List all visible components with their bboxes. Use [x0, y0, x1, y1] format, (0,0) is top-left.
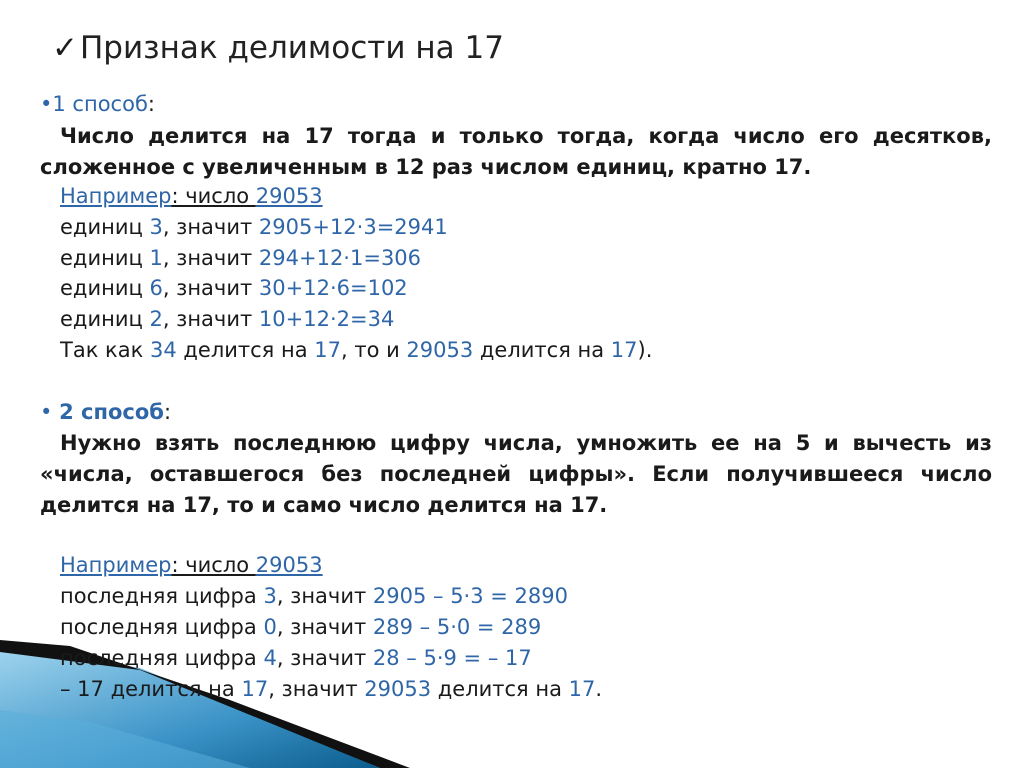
step-prefix: единиц: [60, 307, 150, 331]
conclusion-number: 17: [568, 677, 596, 701]
step-prefix: последняя цифра: [60, 615, 264, 639]
step-mid: , значит: [276, 646, 373, 670]
way1-heading-colon: :: [147, 92, 155, 116]
step-expression: 289 – 5·0 = 289: [372, 615, 542, 639]
way1-step: [60, 212, 448, 242]
way2-step: [60, 612, 541, 642]
step-mid: , значит: [162, 215, 259, 239]
conclusion-text: , значит: [268, 677, 365, 701]
step-digit: 0: [263, 615, 277, 639]
step-mid: , значит: [276, 584, 373, 608]
example-number: 29053: [255, 184, 323, 208]
conclusion-text: ).: [637, 338, 653, 362]
conclusion-text: делится на: [176, 338, 315, 362]
way1-rule: Число делится на 17 тогда и только тогда, когда число его десятков, сложенное с увеличенным в 12 раз числом единиц, кратно 17.: [40, 124, 992, 179]
step-expression: 10+12·2=34: [258, 307, 395, 331]
step-mid: , значит: [162, 246, 259, 270]
step-digit: 1: [149, 246, 163, 270]
example-label: Например: [60, 553, 172, 577]
step-expression: 30+12·6=102: [258, 276, 408, 300]
conclusion-text: делится на: [473, 338, 611, 362]
step-expression: 2905+12·3=2941: [258, 215, 448, 239]
conclusion-text: Так как: [60, 338, 150, 362]
step-prefix: единиц: [60, 246, 150, 270]
slide-title: [52, 30, 504, 66]
conclusion-text: .: [595, 677, 603, 701]
step-mid: , значит: [162, 276, 259, 300]
way1-heading-text: 1 способ: [52, 92, 148, 116]
way1-heading: [40, 89, 155, 119]
conclusion-number: 17: [314, 338, 341, 362]
way2-example: [60, 550, 323, 580]
conclusion-number: 17: [610, 338, 638, 362]
example-number: 29053: [255, 553, 323, 577]
step-digit: 2: [149, 307, 163, 331]
conclusion-number: 17: [241, 677, 269, 701]
step-prefix: последняя цифра: [60, 646, 264, 670]
way2-heading: [40, 397, 171, 427]
title-text: Признак делимости на 17: [79, 30, 504, 66]
conclusion-text: делится на: [431, 677, 569, 701]
way1-step: [60, 273, 408, 303]
step-mid: , значит: [162, 307, 259, 331]
step-prefix: единиц: [60, 276, 150, 300]
conclusion-text: , то и: [340, 338, 407, 362]
way2-rule: Нужно взять последнюю цифру числа, умножить ее на 5 и вычесть из «числа, оставшегося без последней цифры». Если получившееся число делится на 17, то и само число делится на 17.: [40, 431, 992, 517]
way2-conclusion: [60, 674, 602, 704]
way2-heading-text: 2 способ: [59, 400, 164, 424]
step-mid: , значит: [276, 615, 373, 639]
step-expression: 294+12·1=306: [258, 246, 422, 270]
checkmark-icon: ✓: [52, 30, 78, 66]
way2-heading-colon: :: [163, 400, 172, 424]
conclusion-text: – 17 делится на: [60, 677, 242, 701]
step-digit: 3: [263, 584, 277, 608]
step-digit: 4: [263, 646, 277, 670]
way1-step: [60, 243, 421, 273]
way2-step: [60, 581, 568, 611]
conclusion-number: 29053: [406, 338, 474, 362]
step-prefix: единиц: [60, 215, 150, 239]
step-expression: 2905 – 5·3 = 2890: [372, 584, 568, 608]
way1-step: [60, 304, 394, 334]
step-digit: 3: [149, 215, 163, 239]
example-after-label: : число: [171, 553, 256, 577]
way1-conclusion: [60, 335, 652, 365]
step-expression: 28 – 5·9 = – 17: [372, 646, 532, 670]
example-label: Например: [60, 184, 172, 208]
conclusion-number: 34: [149, 338, 177, 362]
step-digit: 6: [149, 276, 163, 300]
step-prefix: последняя цифра: [60, 584, 264, 608]
conclusion-number: 29053: [364, 677, 432, 701]
way1-example: [60, 181, 323, 211]
bullet-icon: •: [40, 92, 53, 116]
bullet-icon: •: [40, 400, 53, 424]
way2-step: [60, 643, 532, 673]
example-after-label: : число: [171, 184, 256, 208]
